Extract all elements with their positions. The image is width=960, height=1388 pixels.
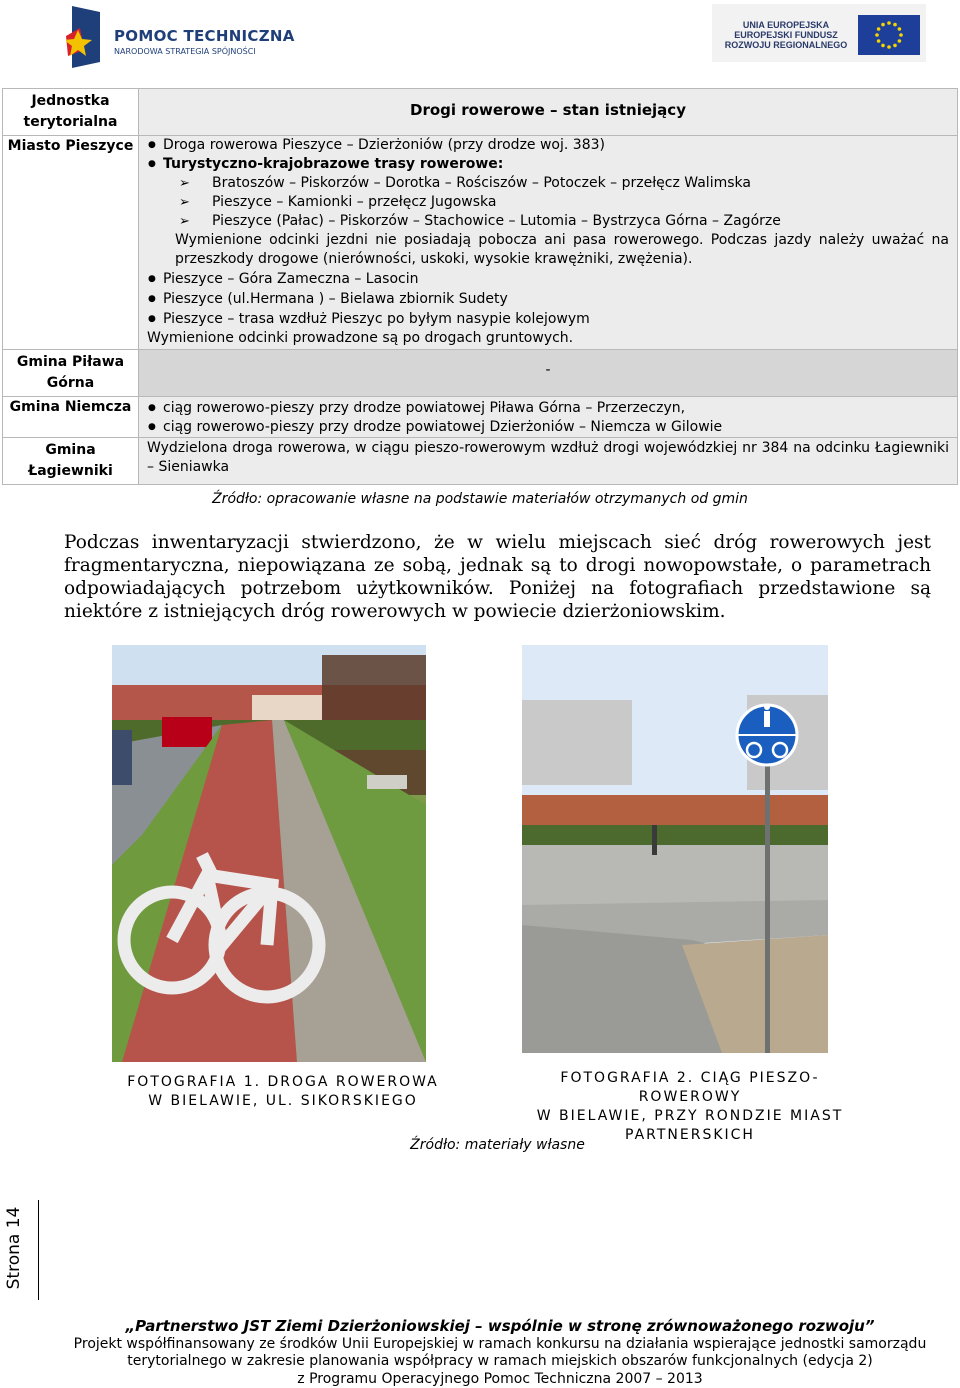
table-source: Źródło: opracowanie własne na podstawie materiałów otrzymanych od gmin xyxy=(212,491,748,507)
more-note: Wymienione odcinki prowadzone są po drogach gruntowych. xyxy=(147,330,574,346)
eu-flag-icon xyxy=(858,15,920,55)
logo-name: POMOC TECHNICZNA xyxy=(114,27,295,45)
list-item: ● Droga rowerowa Pieszyce – Dzierżoniów (przy drodze woj. 383) xyxy=(147,136,949,155)
caption-line: PARTNERSKICH xyxy=(625,1127,755,1143)
page-footer xyxy=(0,1318,960,1388)
star-flag-icon xyxy=(66,6,106,68)
list-item: ● Turystyczno-krajobrazowe trasy rowerowe: xyxy=(147,155,949,174)
page-number: Strona 14 xyxy=(4,1206,24,1290)
unit-pieszyce: Miasto Pieszyce xyxy=(3,136,139,350)
photo-bike-road-bielawa xyxy=(112,645,426,1062)
list-item: ● Pieszyce – trasa wzdłuż Pieszyc po byłym nasypie kolejowym xyxy=(147,310,949,329)
footer-line: Projekt współfinansowany ze środków Unii Europejskiej w ramach konkursu na działania wspierające jednostki samorządu xyxy=(73,1335,927,1352)
niemcza-cell xyxy=(139,397,958,438)
body-paragraph: Podczas inwentaryzacji stwierdzono, że w wielu miejscach sieć dróg rowerowych jest fragmentaryczna, niepowiązana ze sobą, jednak są to drogi nowopowstałe, o parametrach odpowiadających potrzebom użytkowników. Poniżej na fotografiach przedstawione są niektóre z istniejących dróg rowerowych w powiecie dzierżoniowskim. xyxy=(64,532,931,622)
page-number-divider xyxy=(38,1200,39,1300)
photo-2-caption xyxy=(510,1069,870,1145)
eu-logo-line: UNIA EUROPEJSKA xyxy=(742,20,830,30)
pomoc-techniczna-logo xyxy=(66,6,295,68)
column-header-unit: Jednostka terytorialna xyxy=(3,89,139,136)
list-item: ● ciąg rowerowo-pieszy przy drodze powiatowej Dzierżoniów – Niemcza w Gilowie xyxy=(147,418,949,437)
list-item: ● Pieszyce – Góra Zameczna – Lasocin xyxy=(147,270,949,289)
caption-line: W BIELAWIE, PRZY RONDZIE MIAST xyxy=(536,1108,844,1124)
eu-logo-line: EUROPEJSKI FUNDUSZ xyxy=(734,30,838,40)
column-header-title: Drogi rowerowe – stan istniejący xyxy=(139,89,958,136)
footer-line: terytorialnego w zakresie planowania współpracy w ramach miejskich obszarów funkcjonalnych (edycja 2) xyxy=(127,1353,873,1369)
lagiewniki-value: Wydzielona droga rowerowa, w ciągu pieszo-rowerowym wzdłuż drogi wojewódzkiej nr 384 na odcinku Łagiewniki – Sieniawka xyxy=(139,438,958,485)
route-item: ➢ Pieszyce – Kamionki – przełęcz Jugowska xyxy=(147,193,949,212)
logo-subtitle: NARODOWA STRATEGIA SPÓJNOŚCI xyxy=(114,47,256,56)
pilawa-gorna-value: - xyxy=(139,350,958,397)
caption-line: FOTOGRAFIA 1. DROGA ROWEROWA xyxy=(127,1074,439,1090)
list-item: ● ciąg rowerowo-pieszy przy drodze powiatowej Piława Górna – Przerzeczyn, xyxy=(147,399,949,418)
route-item: ➢ Bratoszów – Piskorzów – Dorotka – Rościszów – Potoczek – przełęcz Walimska xyxy=(147,174,949,193)
eu-logo-text xyxy=(722,20,850,50)
unit-pilawa-gorna: Gmina Piława Górna xyxy=(3,350,139,397)
photo-1-caption xyxy=(120,1073,446,1111)
eu-logo xyxy=(712,4,926,62)
caption-line: FOTOGRAFIA 2. CIĄG PIESZO-ROWEROWY xyxy=(560,1070,820,1105)
footer-motto: „Partnerstwo JST Ziemi Dzierżoniowskiej – wspólnie w stronę zrównoważonego rozwoju” xyxy=(125,1317,875,1335)
photo-walkway-bielawa xyxy=(522,645,828,1053)
route-item: ➢ Pieszyce (Pałac) – Piskorzów – Stachowice – Lutomia – Bystrzyca Górna – Zagórze xyxy=(147,212,949,231)
list-item: ● Pieszyce (ul.Hermana ) – Bielawa zbiornik Sudety xyxy=(147,290,949,309)
bike-roads-table xyxy=(2,88,958,485)
unit-niemcza: Gmina Niemcza xyxy=(3,397,139,438)
eu-logo-line: ROZWOJU REGIONALNEGO xyxy=(724,40,848,50)
photo-source: Źródło: materiały własne xyxy=(410,1137,585,1153)
pieszyce-cell xyxy=(139,136,958,350)
footer-line: z Programu Operacyjnego Pomoc Techniczna 2007 – 2013 xyxy=(297,1370,703,1387)
routes-note: Wymienione odcinki jezdni nie posiadają pobocza ani pasa rowerowego. Podczas jazdy należy uważać na przeszkody drogowe (nierówności, uskoki, wysokie krawężniki, zwężenia). xyxy=(175,232,949,267)
unit-lagiewniki: Gmina Łagiewniki xyxy=(3,438,139,485)
caption-line: W BIELAWIE, UL. SIKORSKIEGO xyxy=(148,1093,418,1109)
